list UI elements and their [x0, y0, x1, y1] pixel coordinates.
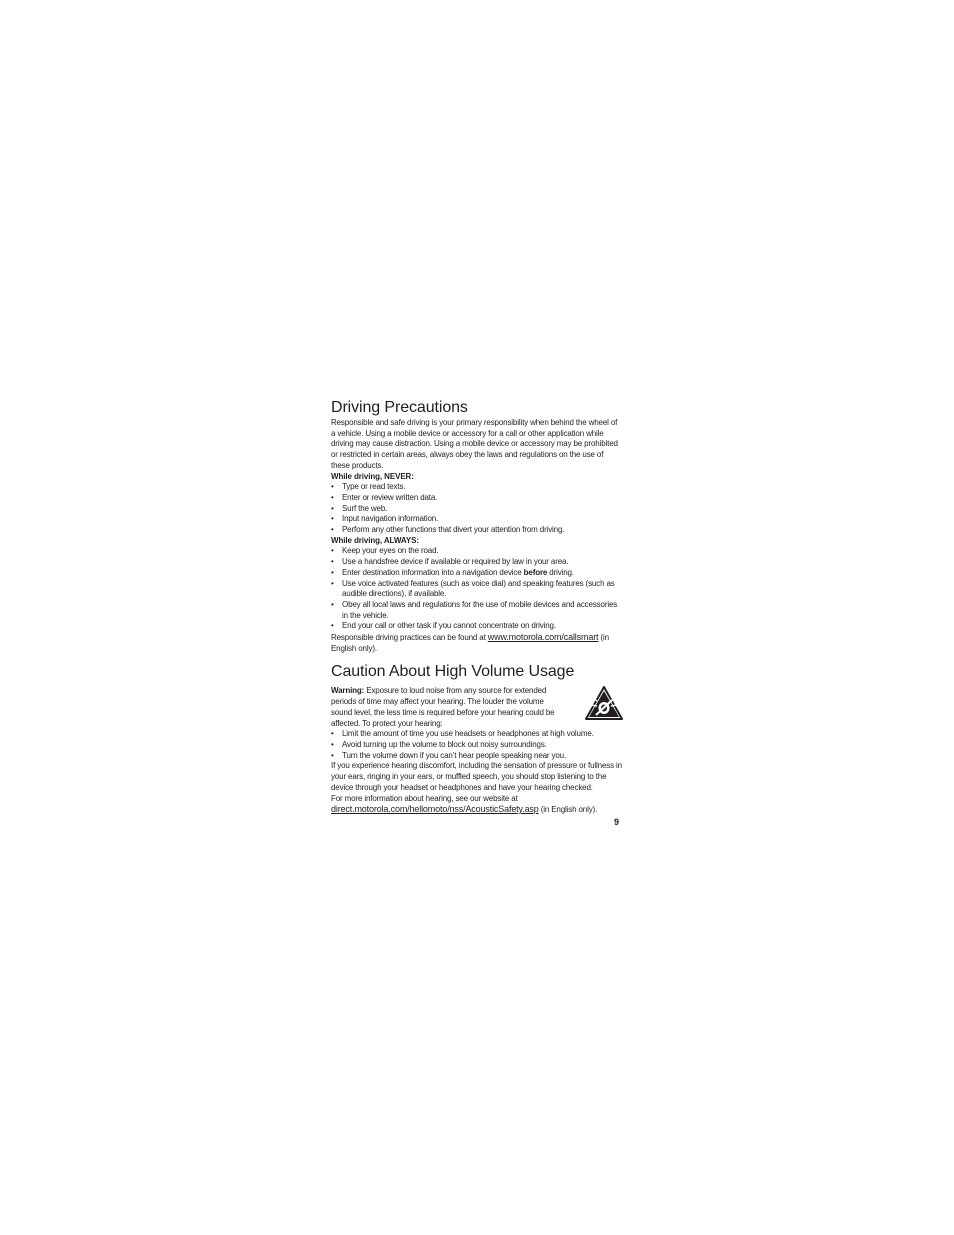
volume-tips-list — [331, 729, 623, 761]
high-volume-title: Caution About High Volume Usage — [331, 663, 575, 681]
more-info-paragraph: For more information about hearing, see our website at — [331, 793, 518, 803]
callsmart-link[interactable]: www.motorola.com/callsmart — [487, 632, 599, 643]
list-item: • Keep your eyes on the road. — [331, 546, 439, 556]
page-number: 9 — [614, 817, 620, 827]
warning-block — [331, 686, 623, 729]
bullet-icon: • — [331, 492, 334, 502]
list-item: • Input navigation information. — [331, 514, 439, 524]
list-item: • Turn the volume down if you can’t hear people speaking near you. — [331, 750, 567, 760]
bullet-icon: • — [331, 482, 334, 492]
list-item: • Limit the amount of time you use headsets or headphones at high volume. — [331, 729, 594, 739]
hearing-warning-icon — [585, 686, 623, 720]
bullet-icon: • — [331, 739, 334, 749]
list-item: • Avoid turning up the volume to block out noisy surroundings. — [331, 739, 547, 749]
bullet-icon: • — [331, 557, 334, 567]
never-list — [331, 482, 623, 536]
bullet-icon: • — [331, 503, 334, 513]
list-item: • Type or read texts. — [331, 482, 406, 492]
high-volume-section — [331, 662, 623, 815]
bullet-icon: • — [331, 621, 334, 631]
acoustic-link-paragraph: direct.motorola.com/hellomoto/nss/AcousticSafety.asp (in English only). — [331, 804, 598, 815]
always-heading: While driving, ALWAYS: — [331, 535, 419, 545]
always-list — [331, 546, 623, 632]
emphasis-before: before — [523, 567, 548, 577]
list-item: • Enter or review written data. — [331, 492, 438, 502]
discomfort-paragraph: If you experience hearing discomfort, including the sensation of pressure or fullness in your ears, ringing in your ears, or muffled speech, you should stop listening to the device through your headset or headphones and have your hearing checked. — [331, 761, 622, 792]
page-content — [331, 398, 623, 816]
list-item: • Perform any other functions that divert your attention from driving. — [331, 525, 565, 535]
bullet-icon: • — [331, 750, 334, 760]
warning-paragraph: Warning: Exposure to loud noise from any source for extended periods of time may affect your hearing. The louder the volume sound level, the less time is required before your hearing could be affected. To protect your hearing: — [331, 686, 555, 728]
list-item: • Use a handsfree device if available or required by law in your area. — [331, 557, 569, 567]
warning-label: Warning: — [331, 686, 365, 696]
list-item: • End your call or other task if you cannot concentrate on driving. — [331, 621, 556, 631]
list-item: • Obey all local laws and regulations for the use of mobile devices and accessories in the vehicle. — [331, 599, 618, 620]
list-item: • Surf the web. — [331, 503, 388, 513]
bullet-icon: • — [331, 567, 334, 577]
bullet-icon: • — [331, 514, 334, 524]
list-item: • Use voice activated features (such as voice dial) and speaking features (such as audible directions), if available. — [331, 578, 615, 599]
driving-precautions-title: Driving Precautions — [331, 399, 468, 416]
bullet-icon: • — [331, 578, 334, 588]
driving-intro: Responsible and safe driving is your primary responsibility when behind the wheel of a vehicle. Using a mobile device or accessory for a call or other application while driving may cause distraction. Using a mobile device or accessory may be prohibited or restricted in certain areas, always obey the laws and regulations on the use of these products. — [331, 418, 618, 470]
acoustic-safety-link[interactable]: direct.motorola.com/hellomoto/nss/AcousticSafety.asp — [331, 804, 539, 815]
bullet-icon: • — [331, 729, 334, 739]
bullet-icon: • — [331, 546, 334, 556]
bullet-icon: • — [331, 599, 334, 609]
never-heading: While driving, NEVER: — [331, 471, 414, 481]
bullet-icon: • — [331, 525, 334, 535]
callsmart-paragraph: Responsible driving practices can be found at www.motorola.com/callsmart (in English only). — [331, 632, 609, 653]
driving-precautions-section — [331, 398, 623, 654]
list-item: • Enter destination information into a navigation device before driving. — [331, 567, 574, 577]
